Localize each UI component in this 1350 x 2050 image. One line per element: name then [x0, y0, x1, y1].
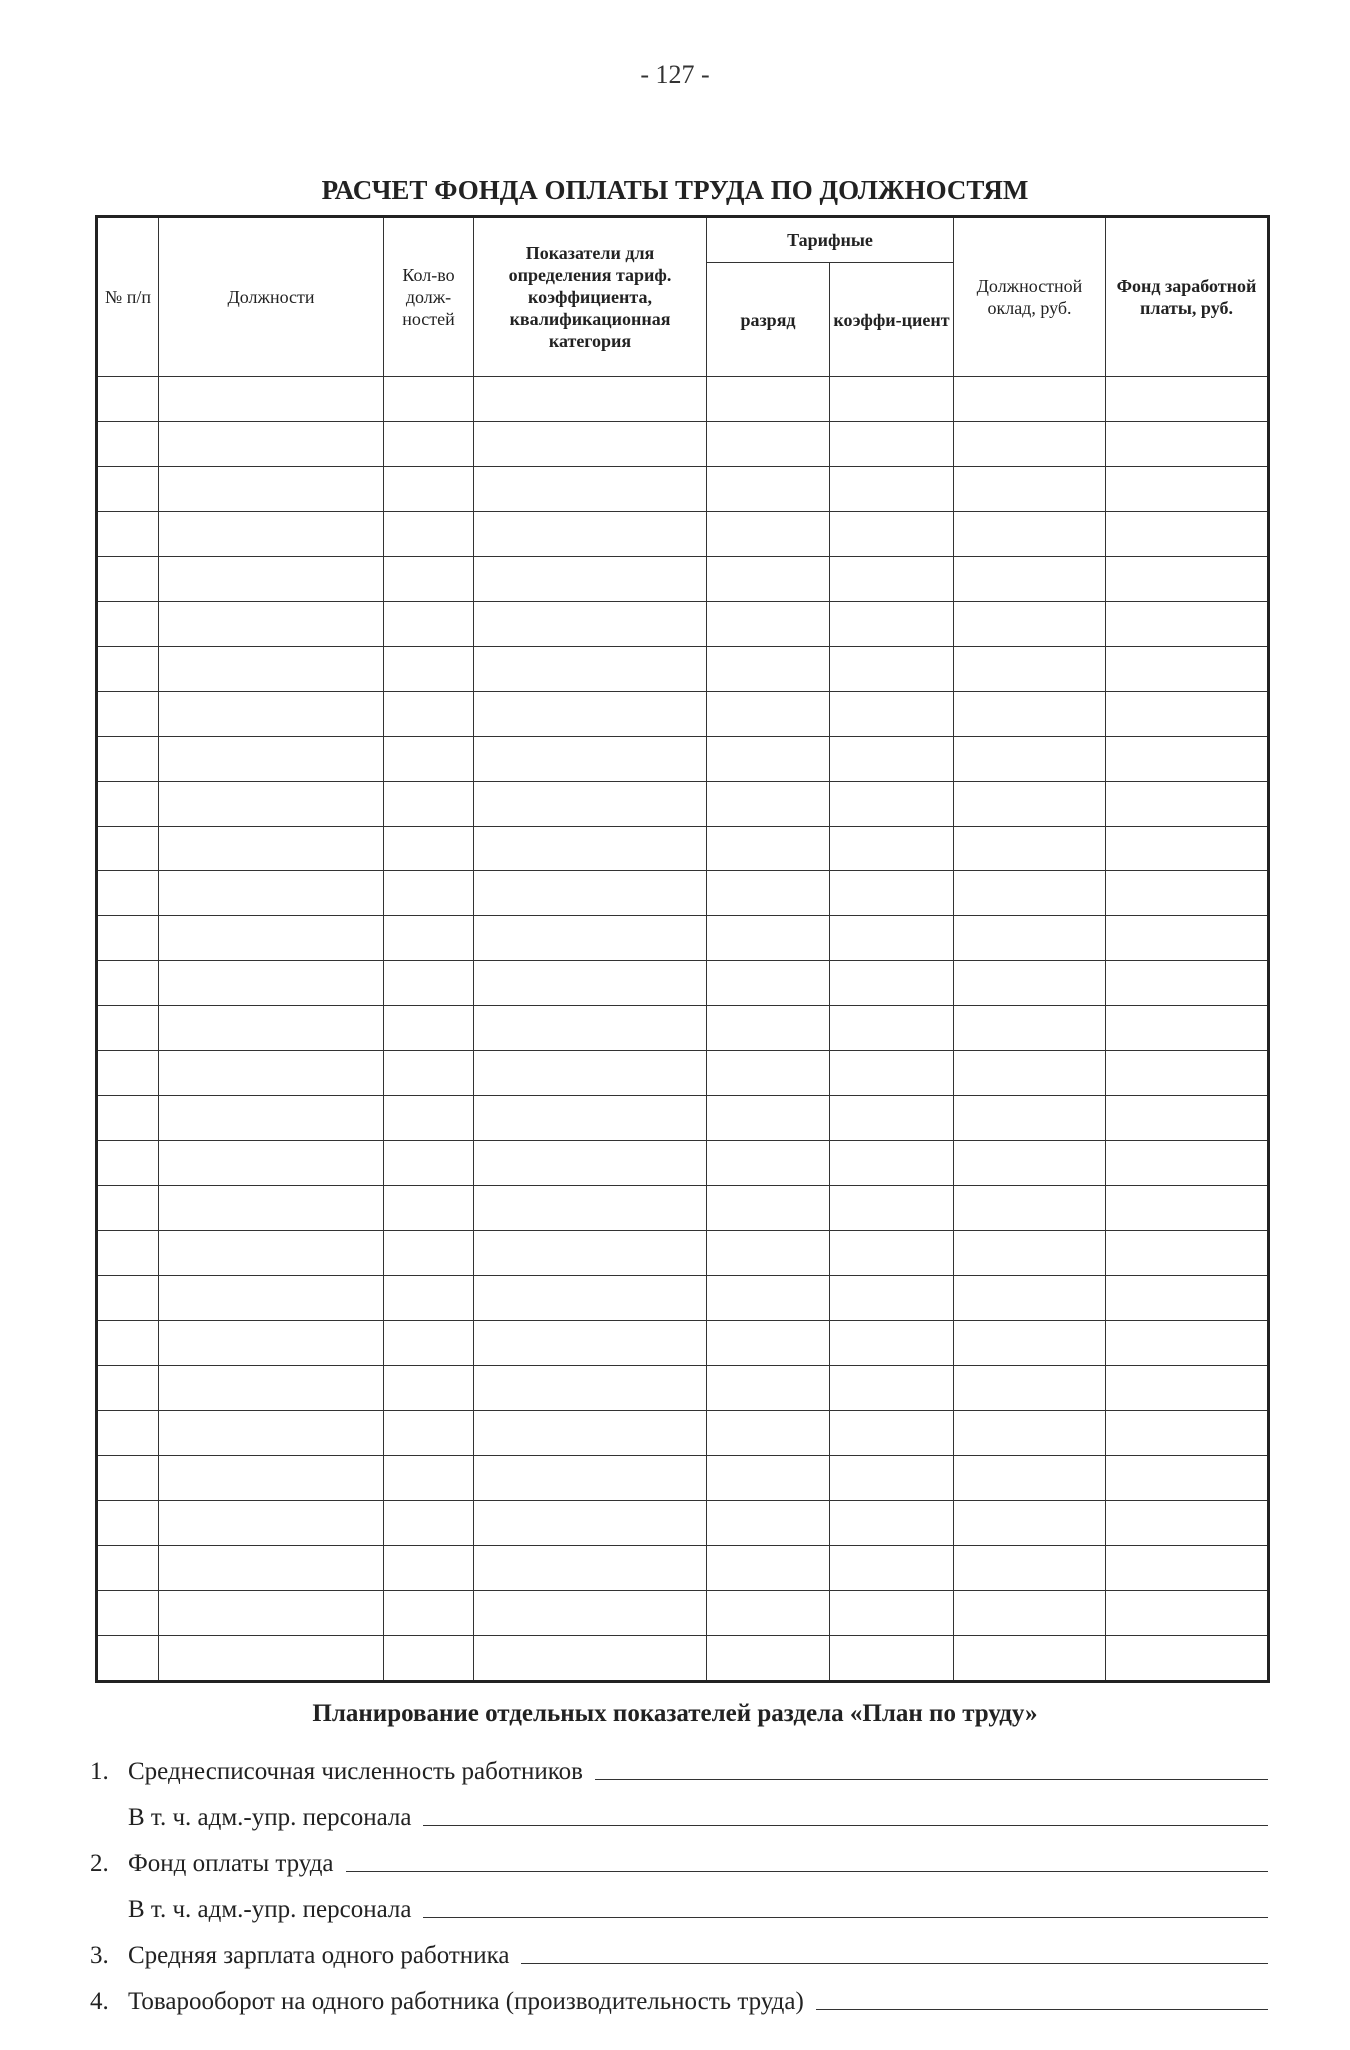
list-item	[90, 1878, 1268, 1924]
table-row	[97, 511, 1269, 556]
indicator-list	[90, 1740, 1268, 2016]
header-grade: разряд	[707, 263, 830, 377]
table-cell[interactable]	[159, 1545, 384, 1590]
header-num: № п/п	[97, 217, 159, 377]
table-cell[interactable]	[159, 826, 384, 871]
table-cell[interactable]	[97, 1635, 159, 1681]
table-cell[interactable]	[97, 1096, 159, 1141]
table-cell[interactable]	[830, 511, 954, 556]
table-cell[interactable]	[1106, 1500, 1269, 1545]
table-cell[interactable]	[1106, 1365, 1269, 1410]
table-cell[interactable]	[97, 1141, 159, 1186]
table-cell[interactable]	[97, 556, 159, 601]
table-cell[interactable]	[830, 556, 954, 601]
table-cell[interactable]	[97, 1455, 159, 1500]
fill-line[interactable]	[816, 1997, 1268, 2010]
table-row	[97, 871, 1269, 916]
table-cell[interactable]	[159, 1051, 384, 1096]
table-row	[97, 1186, 1269, 1231]
table-cell[interactable]	[384, 916, 474, 961]
table-cell[interactable]	[159, 691, 384, 736]
table-cell[interactable]	[384, 556, 474, 601]
table-cell[interactable]	[954, 421, 1106, 466]
table-cell[interactable]	[707, 781, 830, 826]
table-cell[interactable]	[1106, 916, 1269, 961]
table-cell[interactable]	[159, 1590, 384, 1635]
table-cell[interactable]	[474, 1545, 707, 1590]
table-cell[interactable]	[1106, 556, 1269, 601]
table-cell[interactable]	[1106, 466, 1269, 511]
table-cell[interactable]	[830, 601, 954, 646]
table-cell[interactable]	[159, 1276, 384, 1321]
table-cell[interactable]	[384, 871, 474, 916]
table-cell[interactable]	[1106, 1006, 1269, 1051]
table-cell[interactable]	[474, 421, 707, 466]
table-row	[97, 646, 1269, 691]
list-item	[90, 1832, 1268, 1878]
table-row	[97, 421, 1269, 466]
table-cell[interactable]	[97, 1410, 159, 1455]
table-cell[interactable]	[159, 1500, 384, 1545]
table-cell[interactable]	[159, 421, 384, 466]
table-cell[interactable]	[384, 1231, 474, 1276]
table-cell[interactable]	[707, 1141, 830, 1186]
table-cell[interactable]	[707, 1545, 830, 1590]
table-cell[interactable]	[707, 1096, 830, 1141]
item-label: Товарооборот на одного работника (производительность труда)	[128, 1988, 804, 2015]
page-number: - 127 -	[640, 60, 710, 89]
table-cell[interactable]	[954, 1500, 1106, 1545]
table-cell[interactable]	[1106, 646, 1269, 691]
table-cell[interactable]	[474, 1500, 707, 1545]
table-cell[interactable]	[159, 1186, 384, 1231]
table-cell[interactable]	[707, 736, 830, 781]
item-label: В т. ч. адм.-упр. персонала	[128, 1804, 412, 1831]
table-cell[interactable]	[384, 646, 474, 691]
table-cell[interactable]	[159, 1141, 384, 1186]
table-cell[interactable]	[954, 1590, 1106, 1635]
table-cell[interactable]	[384, 601, 474, 646]
table-cell[interactable]	[1106, 1051, 1269, 1096]
table-cell[interactable]	[954, 511, 1106, 556]
table-cell[interactable]	[384, 1545, 474, 1590]
table-cell[interactable]	[159, 736, 384, 781]
table-cell[interactable]	[384, 511, 474, 556]
table-cell[interactable]	[1106, 826, 1269, 871]
item-label: Фонд оплаты труда	[128, 1850, 334, 1877]
table-row	[97, 1365, 1269, 1410]
table-cell[interactable]	[707, 556, 830, 601]
table-cell[interactable]	[384, 1186, 474, 1231]
table-cell[interactable]	[159, 1365, 384, 1410]
header-salary: Должностной оклад, руб.	[954, 217, 1106, 377]
table-cell[interactable]	[384, 1365, 474, 1410]
table-row	[97, 961, 1269, 1006]
table-cell[interactable]	[707, 1455, 830, 1500]
table-cell[interactable]	[954, 1276, 1106, 1321]
table-cell[interactable]	[954, 646, 1106, 691]
table-cell[interactable]	[830, 1500, 954, 1545]
table-cell[interactable]	[384, 736, 474, 781]
table-cell[interactable]	[159, 556, 384, 601]
table-cell[interactable]	[707, 1186, 830, 1231]
table-row	[97, 736, 1269, 781]
table-cell[interactable]	[97, 826, 159, 871]
table-cell[interactable]	[474, 1231, 707, 1276]
table-cell[interactable]	[830, 1276, 954, 1321]
table-row	[97, 1231, 1269, 1276]
table-cell[interactable]	[384, 1500, 474, 1545]
table-cell[interactable]	[707, 421, 830, 466]
table-cell[interactable]	[97, 1590, 159, 1635]
table-cell[interactable]	[1106, 1321, 1269, 1366]
table-cell[interactable]	[954, 1231, 1106, 1276]
table-cell[interactable]	[97, 466, 159, 511]
table-cell[interactable]	[97, 1276, 159, 1321]
table-cell[interactable]	[1106, 1590, 1269, 1635]
table-cell[interactable]	[1106, 601, 1269, 646]
table-row	[97, 1321, 1269, 1366]
table-cell[interactable]	[954, 781, 1106, 826]
table-cell[interactable]	[707, 691, 830, 736]
table-cell[interactable]	[830, 781, 954, 826]
table-cell[interactable]	[159, 1410, 384, 1455]
table-cell[interactable]	[97, 1321, 159, 1366]
table-cell[interactable]	[97, 961, 159, 1006]
table-cell[interactable]	[1106, 1635, 1269, 1681]
table-cell[interactable]	[159, 961, 384, 1006]
fill-line[interactable]	[595, 1767, 1268, 1780]
table-cell[interactable]	[707, 961, 830, 1006]
table-cell[interactable]	[954, 1545, 1106, 1590]
table-cell[interactable]	[474, 377, 707, 422]
table-cell[interactable]	[954, 1410, 1106, 1455]
table-cell[interactable]	[954, 916, 1106, 961]
table-cell[interactable]	[954, 1006, 1106, 1051]
table-cell[interactable]	[707, 1051, 830, 1096]
table-cell[interactable]	[474, 1365, 707, 1410]
table-row	[97, 1006, 1269, 1051]
table-cell[interactable]	[1106, 736, 1269, 781]
table-cell[interactable]	[384, 421, 474, 466]
table-row	[97, 826, 1269, 871]
table-cell[interactable]	[830, 1051, 954, 1096]
table-cell[interactable]	[159, 466, 384, 511]
table-cell[interactable]	[707, 1321, 830, 1366]
table-cell[interactable]	[384, 1321, 474, 1366]
table-cell[interactable]	[707, 826, 830, 871]
table-cell[interactable]	[1106, 1186, 1269, 1231]
table-cell[interactable]	[384, 826, 474, 871]
table-cell[interactable]	[1106, 871, 1269, 916]
fill-line[interactable]	[521, 1951, 1268, 1964]
item-label: В т. ч. адм.-упр. персонала	[128, 1896, 412, 1923]
table-cell[interactable]	[474, 1006, 707, 1051]
table-cell[interactable]	[474, 1051, 707, 1096]
table-cell[interactable]	[474, 601, 707, 646]
table-row	[97, 916, 1269, 961]
table-cell[interactable]	[97, 1006, 159, 1051]
table-cell[interactable]	[707, 466, 830, 511]
table-row	[97, 1500, 1269, 1545]
table-cell[interactable]	[954, 1365, 1106, 1410]
table-cell[interactable]	[159, 1006, 384, 1051]
table-row	[97, 781, 1269, 826]
table-cell[interactable]	[1106, 961, 1269, 1006]
table-cell[interactable]	[707, 1006, 830, 1051]
table-cell[interactable]	[474, 1186, 707, 1231]
table-cell[interactable]	[97, 1365, 159, 1410]
table-row	[97, 601, 1269, 646]
table-row	[97, 1590, 1269, 1635]
table-row	[97, 1545, 1269, 1590]
table-cell[interactable]	[474, 691, 707, 736]
table-cell[interactable]	[1106, 421, 1269, 466]
table-cell[interactable]	[954, 1186, 1106, 1231]
table-cell[interactable]	[830, 1231, 954, 1276]
header-indicators: Показатели для определения тариф. коэффициента, квалификационная категория	[474, 217, 707, 377]
table-cell[interactable]	[830, 826, 954, 871]
table-cell[interactable]	[954, 1635, 1106, 1681]
header-count: Кол-во долж-ностей	[384, 217, 474, 377]
header-position: Должности	[159, 217, 384, 377]
table-cell[interactable]	[474, 1321, 707, 1366]
table-cell[interactable]	[707, 646, 830, 691]
table-cell[interactable]	[830, 1096, 954, 1141]
table-cell[interactable]	[474, 736, 707, 781]
table-cell[interactable]	[954, 736, 1106, 781]
list-item	[90, 1970, 1268, 2016]
table-cell[interactable]	[830, 1186, 954, 1231]
table-cell[interactable]	[159, 781, 384, 826]
list-item	[90, 1786, 1268, 1832]
table-cell[interactable]	[97, 421, 159, 466]
table-row	[97, 1141, 1269, 1186]
table-cell[interactable]	[159, 916, 384, 961]
section-heading: Планирование отдельных показателей раздела «План по труду»	[312, 1700, 1038, 1727]
salary-fund-table	[95, 215, 1270, 1683]
table-cell[interactable]	[474, 1141, 707, 1186]
table-cell[interactable]	[830, 961, 954, 1006]
table-cell[interactable]	[474, 1096, 707, 1141]
table-cell[interactable]	[707, 1410, 830, 1455]
table-cell[interactable]	[1106, 781, 1269, 826]
table-cell[interactable]	[707, 1590, 830, 1635]
table-cell[interactable]	[830, 1321, 954, 1366]
table-cell[interactable]	[384, 1635, 474, 1681]
table-cell[interactable]	[159, 1231, 384, 1276]
table-cell[interactable]	[954, 1096, 1106, 1141]
table-cell[interactable]	[159, 1321, 384, 1366]
table-cell[interactable]	[159, 871, 384, 916]
table-cell[interactable]	[954, 601, 1106, 646]
table-cell[interactable]	[384, 377, 474, 422]
table-cell[interactable]	[97, 871, 159, 916]
table-cell[interactable]	[707, 1500, 830, 1545]
table-cell[interactable]	[97, 1231, 159, 1276]
table-cell[interactable]	[830, 466, 954, 511]
table-cell[interactable]	[954, 1051, 1106, 1096]
table-cell[interactable]	[830, 1141, 954, 1186]
table-cell[interactable]	[474, 916, 707, 961]
table-cell[interactable]	[159, 1635, 384, 1681]
table-title: РАСЧЕТ ФОНДА ОПЛАТЫ ТРУДА ПО ДОЛЖНОСТЯМ	[321, 175, 1029, 205]
table-cell[interactable]	[159, 601, 384, 646]
table-cell[interactable]	[159, 646, 384, 691]
table-cell[interactable]	[830, 1590, 954, 1635]
table-cell[interactable]	[707, 1635, 830, 1681]
fill-line[interactable]	[423, 1905, 1268, 1918]
table-cell[interactable]	[384, 691, 474, 736]
table-cell[interactable]	[474, 1590, 707, 1635]
table-cell[interactable]	[474, 781, 707, 826]
table-cell[interactable]	[1106, 691, 1269, 736]
table-cell[interactable]	[707, 377, 830, 422]
table-cell[interactable]	[384, 781, 474, 826]
header-tariff: Тарифные	[707, 217, 954, 263]
table-cell[interactable]	[830, 871, 954, 916]
table-cell[interactable]	[830, 1545, 954, 1590]
table-cell[interactable]	[384, 961, 474, 1006]
item-number: 1.	[90, 1758, 109, 1785]
table-cell[interactable]	[97, 646, 159, 691]
table-cell[interactable]	[474, 646, 707, 691]
table-cell[interactable]	[830, 1455, 954, 1500]
table-cell[interactable]	[830, 1410, 954, 1455]
table-cell[interactable]	[954, 1321, 1106, 1366]
table-cell[interactable]	[954, 961, 1106, 1006]
table-cell[interactable]	[384, 1276, 474, 1321]
list-item	[90, 1740, 1268, 1786]
item-number: 3.	[90, 1942, 109, 1969]
table-cell[interactable]	[384, 1051, 474, 1096]
table-cell[interactable]	[1106, 1141, 1269, 1186]
table-cell[interactable]	[474, 961, 707, 1006]
header-fund: Фонд заработной платы, руб.	[1106, 217, 1269, 377]
table-cell[interactable]	[97, 916, 159, 961]
table-cell[interactable]	[830, 916, 954, 961]
table-cell[interactable]	[707, 511, 830, 556]
table-cell[interactable]	[474, 826, 707, 871]
table-cell[interactable]	[1106, 377, 1269, 422]
table-row	[97, 1276, 1269, 1321]
table-cell[interactable]	[830, 1635, 954, 1681]
table-cell[interactable]	[384, 466, 474, 511]
table-cell[interactable]	[159, 377, 384, 422]
table-cell[interactable]	[830, 1006, 954, 1051]
item-number: 2.	[90, 1850, 109, 1877]
table-cell[interactable]	[474, 1635, 707, 1681]
table-cell[interactable]	[954, 691, 1106, 736]
table-cell[interactable]	[1106, 1545, 1269, 1590]
table-cell[interactable]	[474, 511, 707, 556]
table-cell[interactable]	[954, 826, 1106, 871]
table-cell[interactable]	[954, 1455, 1106, 1500]
table-cell[interactable]	[474, 1455, 707, 1500]
table-cell[interactable]	[474, 1276, 707, 1321]
table-cell[interactable]	[97, 736, 159, 781]
table-cell[interactable]	[830, 377, 954, 422]
table-row	[97, 1635, 1269, 1681]
table-cell[interactable]	[384, 1096, 474, 1141]
table-cell[interactable]	[954, 1141, 1106, 1186]
table-cell[interactable]	[830, 646, 954, 691]
table-cell[interactable]	[97, 1051, 159, 1096]
table-cell[interactable]	[474, 1410, 707, 1455]
table-cell[interactable]	[1106, 1231, 1269, 1276]
table-cell[interactable]	[707, 916, 830, 961]
table-cell[interactable]	[830, 1365, 954, 1410]
header-coefficient: коэффи-циент	[830, 263, 954, 377]
table-cell[interactable]	[954, 466, 1106, 511]
table-cell[interactable]	[97, 781, 159, 826]
table-cell[interactable]	[159, 1455, 384, 1500]
table-cell[interactable]	[97, 601, 159, 646]
table-cell[interactable]	[97, 1186, 159, 1231]
table-cell[interactable]	[1106, 511, 1269, 556]
table-cell[interactable]	[707, 601, 830, 646]
table-cell[interactable]	[830, 736, 954, 781]
table-cell[interactable]	[384, 1590, 474, 1635]
table-cell[interactable]	[1106, 1455, 1269, 1500]
table-cell[interactable]	[384, 1455, 474, 1500]
table-cell[interactable]	[707, 1231, 830, 1276]
table-cell[interactable]	[159, 1096, 384, 1141]
table-row	[97, 1455, 1269, 1500]
list-item	[90, 1924, 1268, 1970]
item-label: Среднесписочная численность работников	[128, 1758, 583, 1785]
table-cell[interactable]	[954, 377, 1106, 422]
table-cell[interactable]	[954, 556, 1106, 601]
table-cell[interactable]	[97, 1545, 159, 1590]
table-cell[interactable]	[1106, 1096, 1269, 1141]
fill-line[interactable]	[346, 1859, 1268, 1872]
table-cell[interactable]	[707, 871, 830, 916]
table-row	[97, 691, 1269, 736]
table-body	[97, 377, 1269, 1682]
table-cell[interactable]	[474, 466, 707, 511]
table-cell[interactable]	[954, 871, 1106, 916]
item-label: Средняя зарплата одного работника	[128, 1942, 510, 1969]
table-cell[interactable]	[97, 1500, 159, 1545]
table-row	[97, 1096, 1269, 1141]
table-cell[interactable]	[474, 871, 707, 916]
table-cell[interactable]	[707, 1276, 830, 1321]
table-cell[interactable]	[97, 691, 159, 736]
table-row	[97, 556, 1269, 601]
table-row	[97, 1051, 1269, 1096]
table-cell[interactable]	[384, 1410, 474, 1455]
table-cell[interactable]	[707, 1365, 830, 1410]
table-cell[interactable]	[830, 421, 954, 466]
table-cell[interactable]	[474, 556, 707, 601]
table-cell[interactable]	[1106, 1276, 1269, 1321]
item-number: 4.	[90, 1988, 109, 2015]
table-cell[interactable]	[159, 511, 384, 556]
table-cell[interactable]	[384, 1006, 474, 1051]
table-cell[interactable]	[384, 1141, 474, 1186]
table-row	[97, 377, 1269, 422]
table-cell[interactable]	[97, 377, 159, 422]
table-cell[interactable]	[830, 691, 954, 736]
table-cell[interactable]	[1106, 1410, 1269, 1455]
table-row	[97, 466, 1269, 511]
table-row	[97, 1410, 1269, 1455]
fill-line[interactable]	[423, 1813, 1268, 1826]
table-cell[interactable]	[97, 511, 159, 556]
